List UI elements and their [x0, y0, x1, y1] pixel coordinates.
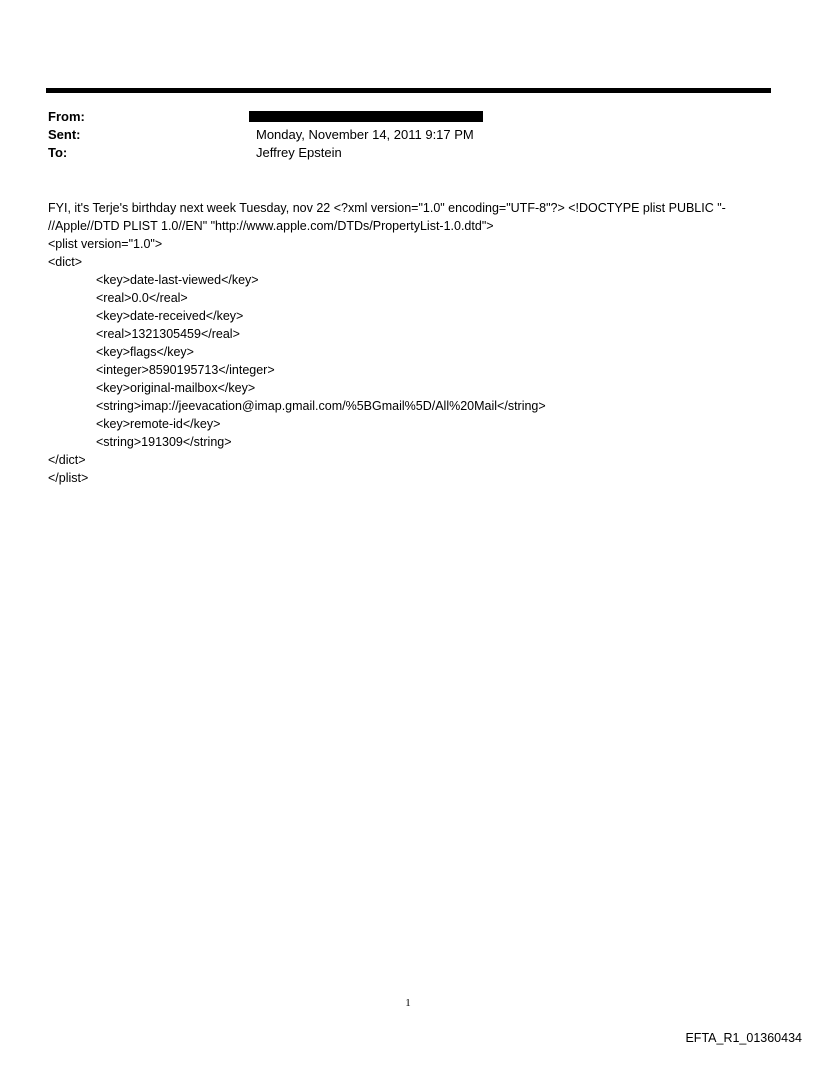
body-line: <integer>8590195713</integer> — [96, 363, 275, 377]
body-line: <plist version="1.0"> — [48, 237, 163, 251]
email-body — [48, 199, 776, 487]
page-number: 1 — [405, 997, 411, 1009]
body-line: <key>date-received</key> — [96, 309, 244, 323]
sent-value: Monday, November 14, 2011 9:17 PM — [256, 127, 474, 142]
to-value: Jeffrey Epstein — [256, 145, 342, 160]
body-line: <real>0.0</real> — [96, 291, 188, 305]
to-label: To: — [48, 145, 68, 160]
body-line: <key>date-last-viewed</key> — [96, 273, 259, 287]
redaction-bar — [249, 111, 483, 122]
from-label: From: — [48, 109, 85, 124]
body-line: <key>flags</key> — [96, 345, 194, 359]
sent-label: Sent: — [48, 127, 81, 142]
body-line: <string>imap://jeevacation@imap.gmail.com/%5BGmail%5D/All%20Mail</string> — [96, 399, 546, 413]
bates-number: EFTA_R1_01360434 — [685, 1031, 802, 1045]
body-line: //Apple//DTD PLIST 1.0//EN" "http://www.apple.com/DTDs/PropertyList-1.0.dtd"> — [48, 219, 494, 233]
body-line: FYI, it's Terje's birthday next week Tuesday, nov 22 <?xml version="1.0" encoding="UTF-8"?> <!DOCTYPE plist PUBLIC "- — [48, 201, 726, 215]
body-line: </plist> — [48, 471, 89, 485]
body-line: <key>remote-id</key> — [96, 417, 221, 431]
header-rule — [46, 88, 771, 93]
body-line: <dict> — [48, 255, 83, 269]
body-line: </dict> — [48, 453, 86, 467]
body-line: <key>original-mailbox</key> — [96, 381, 256, 395]
body-line: <string>191309</string> — [96, 435, 232, 449]
body-line: <real>1321305459</real> — [96, 327, 240, 341]
